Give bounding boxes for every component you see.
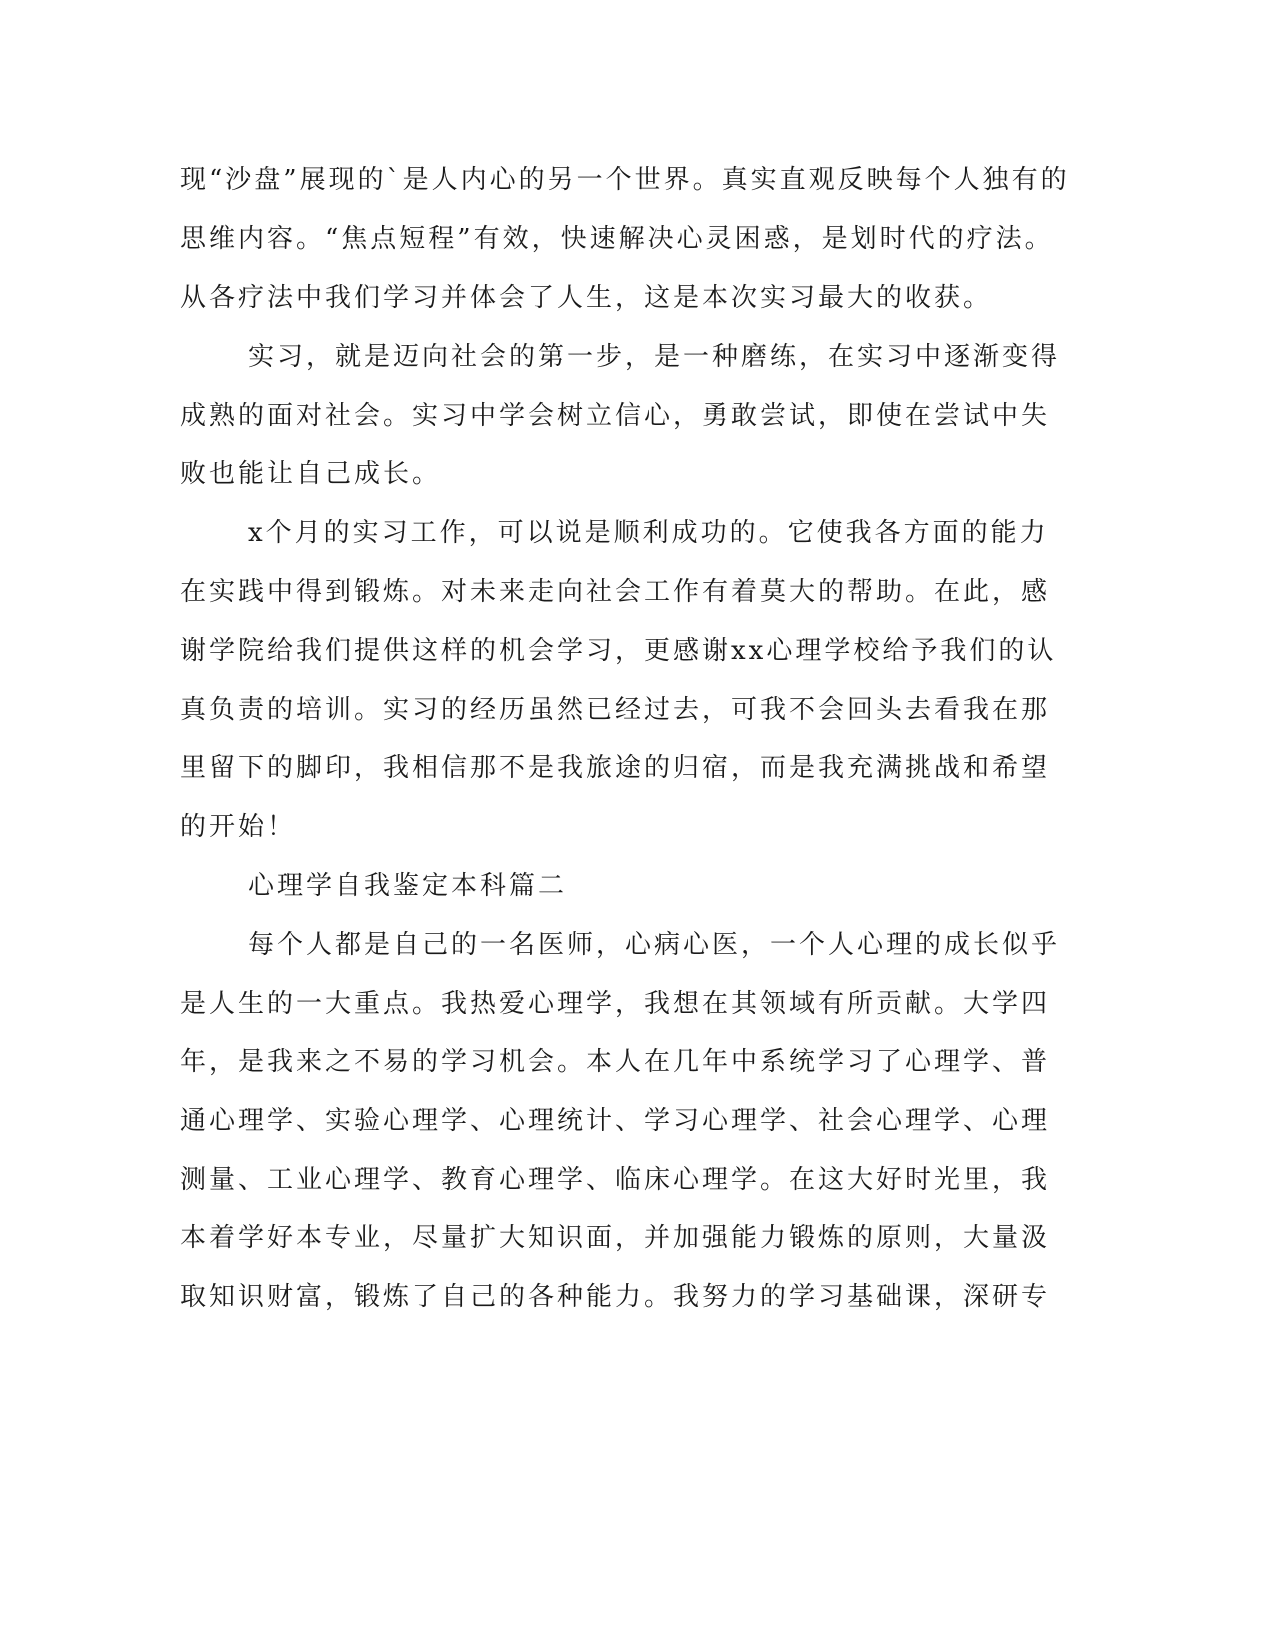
paragraph-3-line-2: 在实践中得到锻炼。对未来走向社会工作有着莫大的帮助。在此，感 (180, 577, 1051, 607)
paragraph-2-line-2: 成熟的面对社会。实习中学会树立信心，勇敢尝试，即使在尝试中失 (180, 401, 1051, 431)
paragraph-1-line-3: 从各疗法中我们学习并体会了人生，这是本次实习最大的收获。 (180, 283, 993, 313)
paragraph-1-line-1: 现“沙盘”展现的`是人内心的另一个世界。真实直观反映每个人独有的 (180, 165, 1070, 195)
paragraph-5-line-7: 取知识财富，锻炼了自己的各种能力。我努力的学习基础课，深研专 (180, 1282, 1051, 1312)
paragraph-5-line-5: 测量、工业心理学、教育心理学、临床心理学。在这大好时光里，我 (180, 1165, 1051, 1195)
paragraph-5-line-6: 本着学好本专业，尽量扩大知识面，并加强能力锻炼的原则，大量汲 (180, 1223, 1051, 1253)
paragraph-2-line-3: 败也能让自己成长。 (180, 459, 442, 489)
paragraph-3-line-4: 真负责的培训。实习的经历虽然已经过去，可我不会回头去看我在那 (180, 695, 1051, 725)
paragraph-3-line-5: 里留下的脚印，我相信那不是我旅途的归宿，而是我充满挑战和希望 (180, 753, 1051, 783)
paragraph-5-line-1: 每个人都是自己的一名医师，心病心医，一个人心理的成长似乎 (248, 930, 1061, 960)
paragraph-5-line-2: 是人生的一大重点。我热爱心理学，我想在其领域有所贡献。大学四 (180, 989, 1051, 1019)
paragraph-1-line-2: 思维内容。“焦点短程”有效，快速解决心灵困惑，是划时代的疗法。 (180, 224, 1054, 254)
paragraph-5-line-4: 通心理学、实验心理学、心理统计、学习心理学、社会心理学、心理 (180, 1106, 1051, 1136)
paragraph-3-line-6: 的开始！ (180, 812, 297, 842)
paragraph-2-line-1: 实习，就是迈向社会的第一步，是一种磨练，在实习中逐渐变得 (248, 342, 1061, 372)
paragraph-3-line-3: 谢学院给我们提供这样的机会学习，更感谢xx心理学校给予我们的认 (180, 636, 1057, 666)
paragraph-3-line-1: x个月的实习工作，可以说是顺利成功的。它使我各方面的能力 (248, 518, 1049, 548)
paragraph-5-line-3: 年，是我来之不易的学习机会。本人在几年中系统学习了心理学、普 (180, 1047, 1051, 1077)
section-heading: 心理学自我鉴定本科篇二 (248, 871, 568, 901)
